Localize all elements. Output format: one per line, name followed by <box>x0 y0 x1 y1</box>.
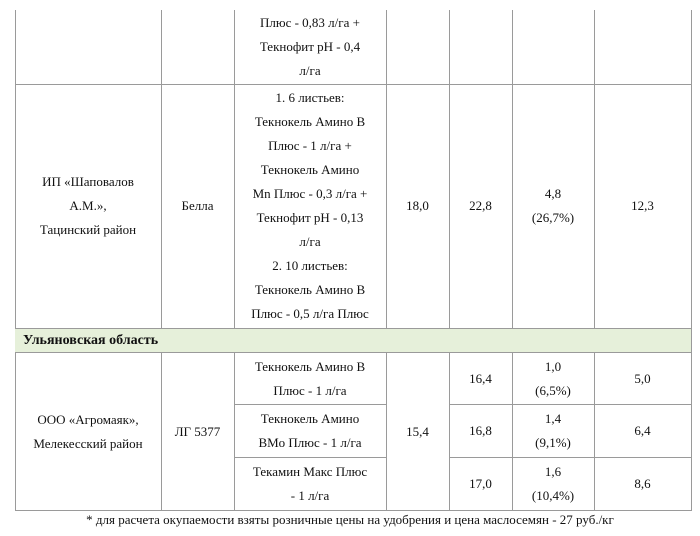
increase-cell <box>512 457 594 510</box>
scheme-line: 1. 6 листьев: <box>275 90 345 105</box>
scheme-line: - 1 л/га <box>290 487 330 503</box>
footnote: * для расчета окупаемости взяты розничные цены на удобрения и цена маслосемян - 27 руб./кг <box>86 512 614 527</box>
scheme-line: Плюс - 0,83 л/га + <box>260 15 360 30</box>
farm-line: Мелекесский район <box>33 435 143 451</box>
farm-line: А.М.», <box>69 198 107 213</box>
farm-line: ИП «Шаповалов <box>42 174 134 189</box>
scheme-line: л/га <box>299 63 321 78</box>
region-header: Ульяновская область <box>15 328 691 353</box>
control-yield-cell: 15,4 <box>406 423 429 439</box>
payback-cell: 12,3 <box>631 198 654 213</box>
scheme-line: Плюс - 1 л/га <box>273 382 347 398</box>
increase-value: 1,6 <box>544 463 562 479</box>
scheme-line: Текнокель Амино <box>260 162 360 177</box>
scheme-line: Текнокель Амино B <box>254 282 366 297</box>
scheme-line: Плюс - 1 л/га + <box>268 138 352 153</box>
increase-value: 1,4 <box>544 410 562 426</box>
payback-cell: 5,0 <box>634 370 651 386</box>
increase-cell <box>512 353 594 404</box>
scheme-line: Текнокель Амино B <box>254 358 366 374</box>
increase-percent: (9,1%) <box>535 434 571 450</box>
scheme-cell <box>234 84 386 328</box>
scheme-line: л/га <box>299 234 321 249</box>
payback-cell: 6,4 <box>634 422 651 438</box>
scheme-cell <box>234 457 386 510</box>
scheme-line: Текнокель Амино B <box>254 114 366 129</box>
results-table <box>15 10 691 510</box>
scheme-line: 2. 10 листьев: <box>272 258 348 273</box>
scheme-line: Текнокель Амино <box>260 410 360 426</box>
scheme-cell <box>234 10 386 84</box>
yield-cell: 22,8 <box>469 198 492 213</box>
variety-cell: ЛГ 5377 <box>174 423 221 439</box>
increase-cell <box>512 404 594 457</box>
scheme-line: Текнофит pH - 0,13 <box>256 210 364 225</box>
farm-cell <box>15 84 161 328</box>
control-yield-cell: 18,0 <box>406 198 429 213</box>
scheme-line: Плюс - 0,5 л/га Плюс <box>251 306 369 321</box>
yield-cell: 16,8 <box>469 422 492 438</box>
payback-cell: 8,6 <box>634 475 651 491</box>
increase-cell <box>512 84 594 328</box>
yield-cell: 17,0 <box>469 475 492 491</box>
scheme-line: Mn Плюс - 0,3 л/га + <box>252 186 368 201</box>
scheme-line: Текамин Макс Плюс <box>252 463 368 479</box>
scheme-line: Текнофит pH - 0,4 <box>259 39 361 54</box>
scheme-cell <box>234 353 386 404</box>
variety-cell: Белла <box>181 198 214 213</box>
scheme-line: BMo Плюс - 1 л/га <box>258 434 362 450</box>
farm-line: Тацинский район <box>39 222 137 237</box>
scheme-cell <box>234 404 386 457</box>
increase-value: 4,8 <box>544 186 562 201</box>
yield-cell: 16,4 <box>469 370 492 386</box>
increase-value: 1,0 <box>544 358 562 374</box>
farm-cell <box>15 353 161 510</box>
col-border <box>691 10 692 510</box>
increase-percent: (10,4%) <box>531 487 575 503</box>
farm-line: ООО «Агромаяк», <box>37 411 139 427</box>
increase-percent: (6,5%) <box>535 382 571 398</box>
increase-percent: (26,7%) <box>531 210 575 225</box>
